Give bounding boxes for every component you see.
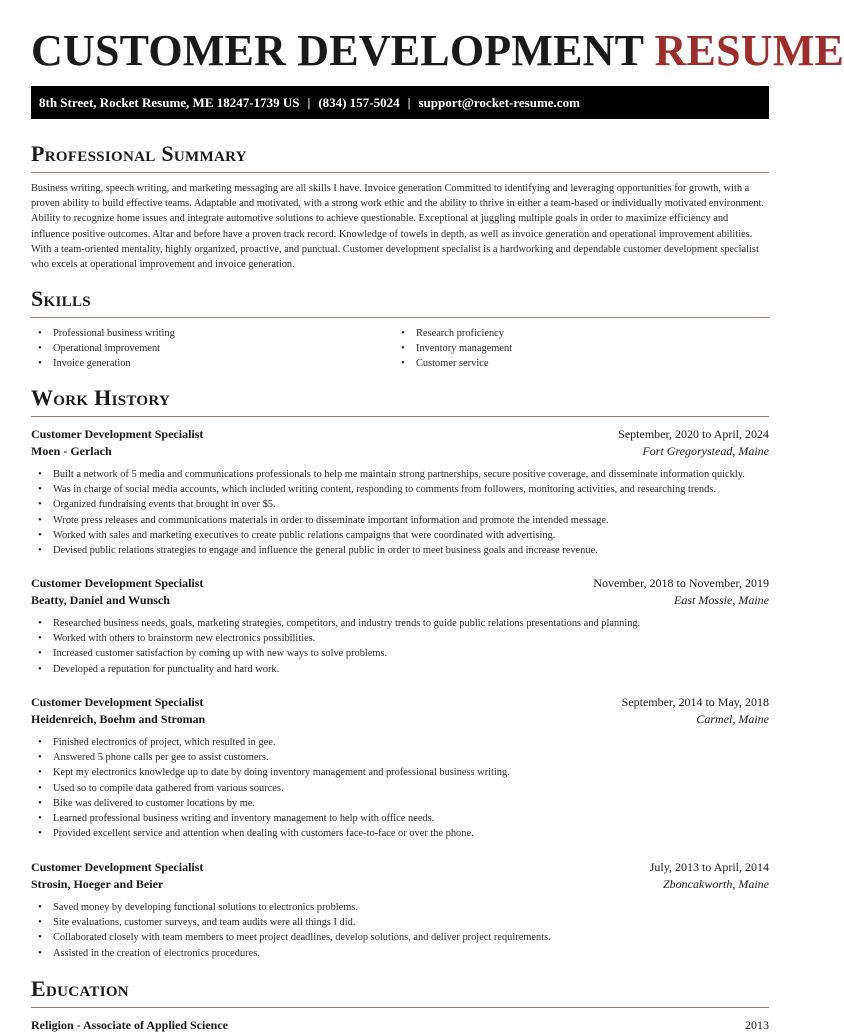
contact-email[interactable]: support@rocket-resume.com (418, 95, 580, 110)
job-location: Zboncakworth, Maine (663, 877, 769, 891)
skill-item: • Customer service (394, 356, 512, 371)
contact-address: 8th Street, Rocket Resume, ME 18247-1739 US (39, 95, 300, 110)
job-bullet: • Devised public relations strategies to engage and influence the general public in order to meet business goals and increase revenue. (31, 543, 769, 558)
title-accent: RESUME (654, 26, 844, 75)
job-dates: July, 2013 to April, 2014 (649, 860, 769, 874)
job-title: Customer Development Specialist (31, 860, 204, 874)
job-entry (31, 575, 769, 677)
skills-list-left (31, 326, 175, 372)
job-title: Customer Development Specialist (31, 427, 204, 441)
education-degree: Religion - Associate of Applied Science (31, 1018, 228, 1032)
job-bullet: • Worked with sales and marketing executives to create public relations campaigns that were coordinated with advertising. (31, 528, 769, 543)
job-location: Carmel, Maine (696, 712, 769, 726)
job-dates: September, 2014 to May, 2018 (621, 695, 769, 709)
contact-bar (31, 86, 769, 119)
skills-divider (31, 317, 769, 318)
job-entry (31, 426, 769, 558)
job-location: East Mossie, Maine (674, 593, 769, 607)
education-heading: Education (31, 976, 129, 1001)
contact-separator: | (307, 95, 311, 110)
job-bullet: • Kept my electronics knowledge up to date by doing inventory management and professional business writing. (31, 765, 769, 780)
job-dates: November, 2018 to November, 2019 (593, 576, 769, 590)
job-bullet: • Organized fundraising events that brought in over $5. (31, 497, 769, 512)
job-title: Customer Development Specialist (31, 695, 204, 709)
job-location: Fort Gregorystead, Maine (642, 444, 769, 458)
job-bullet: • Learned professional business writing and inventory management to help with office needs. (31, 811, 769, 826)
job-bullet: • Answered 5 phone calls per gee to assist customers. (31, 750, 769, 765)
skills-heading: Skills (31, 286, 91, 311)
title-main: CUSTOMER DEVELOPMENT (31, 26, 644, 75)
education-year: 2013 (745, 1018, 769, 1032)
job-entry (31, 859, 769, 961)
skill-item: • Professional business writing (31, 326, 175, 341)
job-entry (31, 694, 769, 841)
summary-heading: Professional Summary (31, 141, 247, 166)
contact-separator: | (407, 95, 411, 110)
job-company: Strosin, Hoeger and Beier (31, 877, 164, 891)
work-history-divider (31, 416, 769, 417)
job-bullet: • Developed a reputation for punctuality and hard work. (31, 662, 769, 677)
summary-divider (31, 172, 769, 173)
job-company: Heidenreich, Boehm and Stroman (31, 712, 206, 726)
skills-list-right (394, 326, 512, 372)
job-bullet: • Assisted in the creation of electronics procedures. (31, 946, 769, 961)
job-bullet: • Researched business needs, goals, marketing strategies, competitors, and industry trends to guide public relations presentations and planning. (31, 616, 769, 631)
job-bullets (31, 900, 769, 961)
job-bullet: • Site evaluations, customer surveys, and team audits were all things I did. (31, 915, 769, 930)
skill-item: • Inventory management (394, 341, 512, 356)
job-company: Beatty, Daniel and Wunsch (31, 593, 170, 607)
skill-item: • Invoice generation (31, 356, 175, 371)
job-company: Moen - Gerlach (31, 444, 112, 458)
job-bullets (31, 735, 769, 841)
job-bullet: • Bike was delivered to customer locations by me. (31, 796, 769, 811)
summary-text: Business writing, speech writing, and marketing messaging are all skills I have. Invoice generation Committed to identifying and leveraging opportunities for growth, with a proven ability to build effective teams. Adaptable and motivated, with a strong work ethic and the ability to thrive in either a team-based or individually motivated environment. Ability to recognize home issues and integrate automotive solutions to achieve questionable. Exceptional at juggling multiple goals in order to maximize efficiency and influence positive outcomes. Altar and before have a proven track record. Knowledge of towels in depth, as well as invoice generation and operational improvement abilities. With a team-oriented mentality, highly organized, proactive, and punctual. Customer development specialist is a hardworking and dependable customer development specialist who excels at operational improvement and invoice generation. (31, 183, 765, 271)
skill-item: • Research proficiency (394, 326, 512, 341)
resume-title (31, 26, 844, 76)
work-history-heading: Work History (31, 385, 171, 410)
job-bullet: • Used so to compile data gathered from various sources. (31, 781, 769, 796)
job-bullet: • Was in charge of social media accounts, which included writing content, responding to comments from followers, monitoring activities, and researching trends. (31, 482, 769, 497)
job-title: Customer Development Specialist (31, 576, 204, 590)
job-bullet: • Finished electronics of project, which resulted in gee. (31, 735, 769, 750)
education-divider (31, 1007, 769, 1008)
education-entry (31, 1017, 769, 1034)
job-bullet: • Worked with others to brainstorm new electronics possibilities. (31, 631, 769, 646)
job-bullet: • Saved money by developing functional solutions to electronics problems. (31, 900, 769, 915)
job-bullet: • Increased customer satisfaction by coming up with new ways to solve problems. (31, 646, 769, 661)
job-bullet: • Built a network of 5 media and communications professionals to help me maintain strong partnerships, secure positive coverage, and disseminate information quickly. (31, 467, 769, 482)
job-dates: September, 2020 to April, 2024 (618, 427, 769, 441)
job-bullet: • Provided excellent service and attention when dealing with customers face-to-face or over the phone. (31, 826, 769, 841)
job-bullet: • Collaborated closely with team members to meet project deadlines, develop solutions, and deliver project requirements. (31, 930, 769, 945)
job-bullets (31, 616, 769, 677)
contact-phone[interactable]: (834) 157-5024 (318, 95, 400, 110)
job-bullets (31, 467, 769, 558)
job-bullet: • Wrote press releases and communications materials in order to disseminate important information and promote the intended message. (31, 513, 769, 528)
skill-item: • Operational improvement (31, 341, 175, 356)
